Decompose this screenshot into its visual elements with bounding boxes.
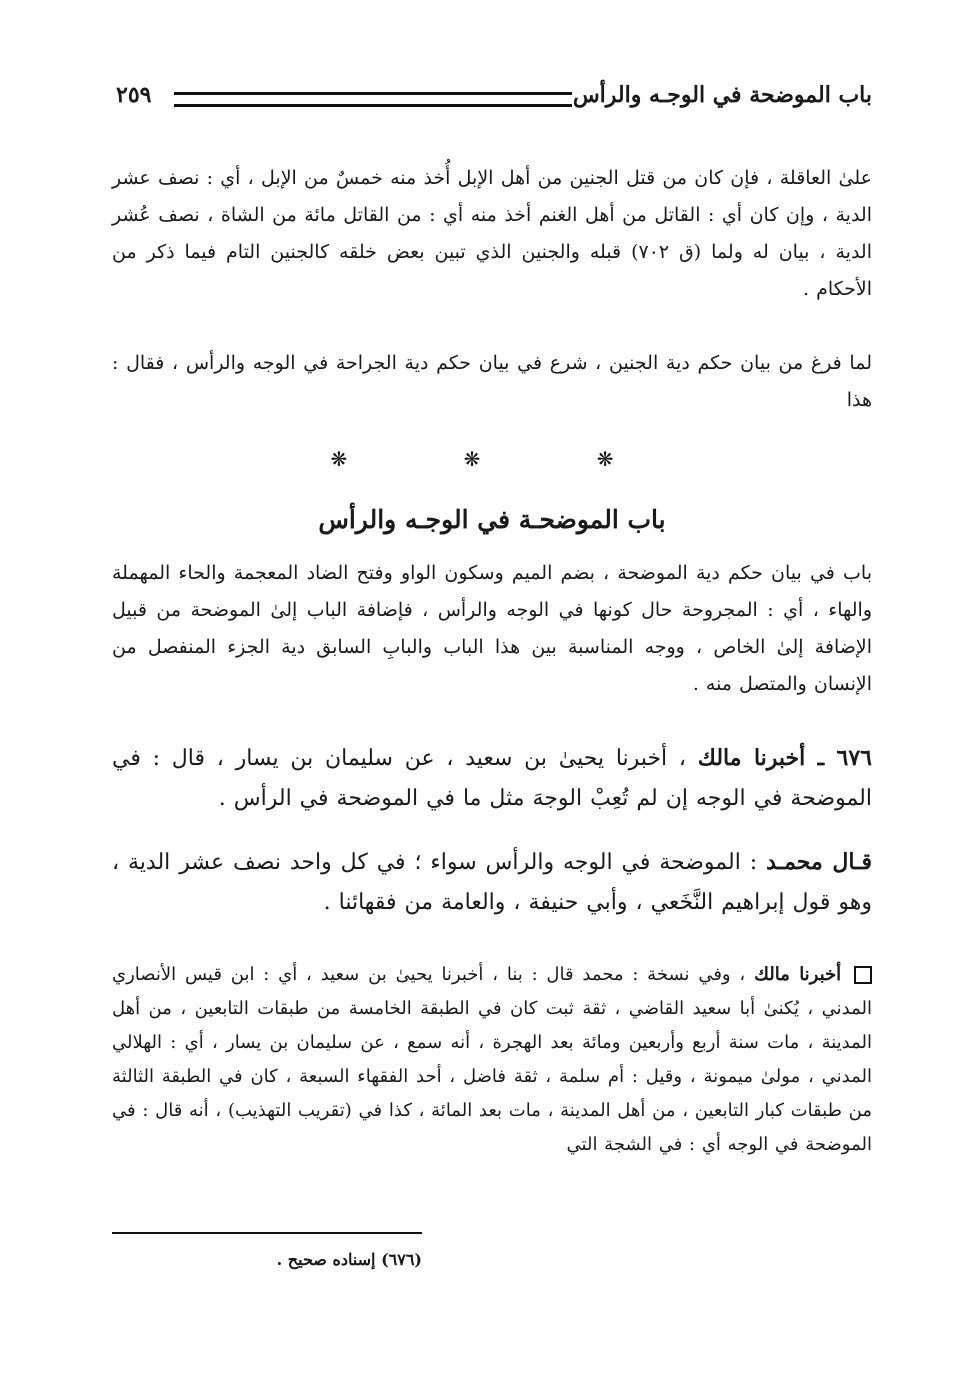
- section-title: باب الموضحـة في الوجـه والرأس: [318, 505, 666, 534]
- muhammad-statement: [112, 842, 872, 923]
- intro-paragraph-2: لما فرغ من بيان حكم دية الجنين ، شرع في بيان حكم دية الجراحة في الوجه والرأس ، فقال : هذا: [112, 352, 872, 411]
- hadith-number-lead: ٦٧٦ ـ أخبرنا مالك: [697, 745, 872, 771]
- qala-muhammad-text: : الموضحة في الوجه والرأس سواء ؛ في كل واحد نصف عشر الدية ، وهو قول إبراهيم النَّخَعي ، وأبي حنيفة ، والعامة من فقهائنا .: [112, 850, 872, 915]
- star-divider: ❋ ❋ ❋: [330, 447, 654, 471]
- header-rule: [174, 92, 572, 107]
- box-icon: [854, 966, 872, 984]
- page-header: [112, 78, 872, 118]
- document-page: [112, 0, 872, 1387]
- footnote: (٦٧٦) إسناده صحيح .: [276, 1250, 422, 1269]
- section-intro: باب في بيان حكم دية الموضحة ، بضم الميم وسكون الواو وفتح الضاد المعجمة والحاء المهملة والهاء ، أي : المجروحة حال كونها في الوجه والرأس ، فإضافة الباب إلىٰ الموضحة من قبيل الإضافة إلىٰ الخاص ، ووجه المناسبة بين هذا الباب والبابِ السابق دية الجزء المنفصل من الإنسان والمتصل منه .: [112, 562, 872, 695]
- running-title: باب الموضحة في الوجـه والرأس: [572, 82, 872, 108]
- footnote-rule: [112, 1232, 422, 1234]
- commentary-paragraph: [112, 958, 872, 1162]
- hadith-676: [112, 738, 872, 819]
- intro-paragraph-1: علىٰ العاقلة ، فإن كان من قتل الجنين من أهل الإبل أُخذ منه خمسٌ من الإبل ، أي : نصف عشر الدية ، وإن كان أي : القاتل من أهل الغنم أخذ منه أي : من القاتل مائة من الشاة ، نصف عُشر الدية ، بيان له ولما (ق ٧٠٢) قبله والجنين الذي تبين بعض خلقه كالجنين التام فيما ذكر من الأحكام .: [112, 167, 872, 300]
- commentary-lead: أخبرنا مالك: [754, 964, 842, 985]
- commentary-text: ، وفي نسخة : محمد قال : بنا ، أخبرنا يحيىٰ بن سعيد ، أي : ابن قيس الأنصاري المدني ، يُكنىٰ أبا سعيد القاضي ، ثقة ثبت كان في الطبقة الخامسة من طبقات التابعين ، من أهل المدينة ، مات سنة أربع وأربعين ومائة بعد الهجرة ، أنه سمع ، عن سليمان بن يسار ، أي : الهلالي المدني ، مولىٰ ميمونة ، وقيل : أم سلمة ، ثقة فاضل ، أحد الفقهاء السبعة ، كان في الطبقة الثالثة من طبقات كبار التابعين ، من أهل المدينة ، مات بعد المائة ، كذا في (تقريب التهذيب) ، أنه قال : في الموضحة في الوجه أي : في الشجة التي: [112, 964, 872, 1155]
- qala-muhammad-lead: قـال محمـد: [766, 849, 872, 875]
- page-number: ٢٥٩: [116, 82, 152, 108]
- hadith-text: ، أخبرنا يحيىٰ بن سعيد ، عن سليمان بن يسار ، قال : في الموضحة في الوجه إن لم تُعِبْ الوجهَ مثل ما في الموضحة في الرأس .: [112, 746, 872, 811]
